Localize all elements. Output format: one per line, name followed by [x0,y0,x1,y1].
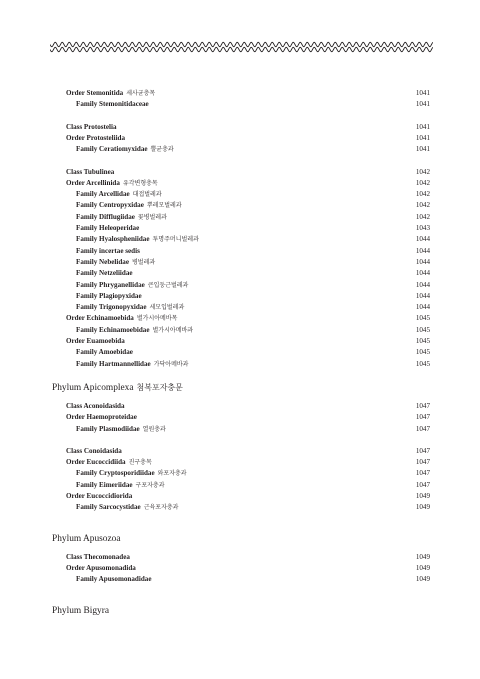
entry-latin-name: Class Aconoidasida [66,401,125,410]
entry-page-number: 1047 [415,413,430,422]
entry-korean-name: 투명주머니벌레과 [152,236,199,244]
toc-entry-order[interactable] [0,178,480,189]
entry-page-number: 1044 [415,291,430,300]
entry-name [76,280,188,291]
entry-name [66,446,122,457]
entry-name [76,200,182,211]
entry-name [66,491,132,502]
entry-name [76,246,140,257]
entry-name [76,302,184,313]
entry-name [66,412,137,423]
entry-page-number: 1045 [415,314,430,323]
phylum-heading[interactable] [52,532,121,546]
entry-latin-name: Family incertae sedis [76,246,140,255]
toc-entry-family[interactable] [0,574,480,585]
entry-korean-name: 근육포자충과 [143,504,179,512]
entry-page-number: 1047 [415,458,430,467]
entry-name [76,268,133,279]
entry-name [66,563,136,574]
toc-entry-order[interactable] [0,336,480,347]
toc-entry-family[interactable] [0,359,480,370]
entry-latin-name: Class Conoidasida [66,446,122,455]
entry-korean-name: 유각변형충목 [122,179,158,187]
toc-entry-family[interactable] [0,268,480,279]
entry-latin-name: Family Heleoperidae [76,224,140,232]
entry-latin-name: Family Nebelidae [76,257,129,266]
toc-entry-family[interactable] [0,223,480,234]
toc-entry-class[interactable] [0,552,480,563]
entry-name [66,167,114,178]
entry-name [76,468,187,479]
entry-page-number: 1041 [415,122,430,131]
entry-page-number: 1047 [415,469,430,478]
toc-entry-family[interactable] [0,212,480,223]
toc-entry-family[interactable] [0,246,480,257]
entry-name [66,133,125,144]
entry-page-number: 1049 [415,503,430,512]
entry-page-number: 1047 [415,424,430,433]
entry-page-number: 1041 [415,100,430,109]
toc-entry-class[interactable] [0,401,480,412]
entry-page-number: 1043 [415,224,430,232]
entry-latin-name: Order Eucoccidiida [66,458,126,467]
entry-latin-name: Order Arcellinida [66,178,120,187]
entry-page-number: 1049 [415,575,430,584]
entry-korean-name: 열원충과 [142,425,166,433]
entry-name [76,99,149,110]
toc-entry-family[interactable] [0,257,480,268]
entry-name [66,336,125,347]
phylum-latin-name: Phylum Bigyra [52,605,110,616]
entry-page-number: 1042 [415,201,430,210]
entry-latin-name: Order Haemoproteidae [66,413,137,422]
entry-name [66,88,155,99]
entry-latin-name: Family Plasmodiidae [76,424,140,433]
entry-latin-name: Class Thecomonadea [66,552,130,561]
entry-latin-name: Family Netzeliidae [76,269,133,278]
entry-latin-name: Family Stemonitidaceae [76,100,149,109]
entry-page-number: 1041 [415,145,430,154]
entry-name [76,291,142,302]
toc-entry-family[interactable] [0,291,480,302]
toc-entry-class[interactable] [0,446,480,457]
entry-korean-name: 세모입벌레과 [149,304,185,312]
toc-entry-family[interactable] [0,99,480,110]
toc-entry-family[interactable] [0,280,480,291]
entry-name [76,234,199,245]
entry-page-number: 1049 [415,492,430,500]
toc-entry-family[interactable] [0,424,480,435]
entry-korean-name: 별가시아메바목 [136,315,178,323]
entry-korean-name: 뿌레모벌레과 [146,202,182,210]
entry-korean-name: 큰입둥근벌레과 [147,281,189,289]
phylum-korean-name: 첨복포자충문 [136,382,183,392]
entry-korean-name: 세사균충목 [126,90,156,97]
entry-latin-name: Family Cryptosporidiidae [76,469,155,478]
entry-name [66,122,117,133]
phylum-latin-name: Phylum Apusozoa [52,533,121,544]
entry-page-number: 1045 [415,337,430,345]
toc-entry-order[interactable] [0,457,480,468]
entry-latin-name: Order Eucoccidiorida [66,492,133,500]
entry-latin-name: Family Difflugiidae [76,212,135,221]
entry-name [66,457,152,468]
toc-entry-family[interactable] [0,480,480,491]
toc-entry-family[interactable] [0,502,480,513]
toc-entry-family[interactable] [0,302,480,313]
entry-latin-name: Family Amoebidae [76,348,133,357]
entry-name [76,325,193,336]
entry-latin-name: Family Trigonopyxidae [76,303,147,312]
toc-entry-order[interactable] [0,133,480,144]
entry-page-number: 1042 [415,167,430,176]
entry-name [76,359,188,370]
entry-name [76,257,155,268]
entry-name [66,401,125,412]
entry-page-number: 1045 [415,348,430,357]
entry-latin-name: Family Plagiopyxidae [76,291,142,300]
phylum-latin-name: Phylum Apicomplexa [52,382,134,393]
entry-latin-name: Family Centropyxidae [76,201,144,210]
entry-page-number: 1042 [415,212,430,221]
entry-page-number: 1044 [415,269,430,278]
entry-name [76,424,166,435]
entry-korean-name: 가닥아메바과 [153,360,189,368]
entry-page-number: 1044 [415,257,430,266]
entry-name [76,480,165,491]
toc-entry-family[interactable] [0,468,480,479]
entry-latin-name: Family Apusomonadidae [76,575,152,584]
entry-latin-name: Family Phryganellidae [76,280,145,289]
toc-entry-family[interactable] [0,325,480,336]
entry-latin-name: Class Protostelia [66,122,117,131]
entry-name [76,212,167,223]
entry-name [76,574,152,585]
entry-latin-name: Order Stemonitida [66,89,124,97]
entry-korean-name: 대접벌레과 [132,191,162,199]
entry-name [66,552,130,563]
phylum-heading[interactable] [52,381,183,395]
entry-page-number: 1044 [415,303,430,312]
toc-entry-order[interactable] [0,88,480,99]
toc-entry-family[interactable] [0,200,480,211]
entry-name [76,223,139,234]
entry-page-number: 1047 [415,446,430,455]
entry-korean-name: 진구충목 [128,459,152,467]
entry-page-number: 1049 [415,563,430,572]
entry-korean-name: 병벌레과 [132,258,156,266]
entry-latin-name: Family Hyalospheniidae [76,235,150,244]
entry-latin-name: Family Arcellidae [76,190,130,199]
entry-name [76,347,133,358]
entry-korean-name: 뿔균충과 [150,146,174,154]
entry-latin-name: Family Echinamoebidae [76,325,150,334]
toc-entry-order[interactable] [0,563,480,574]
entry-latin-name: Order Apusomonadida [66,563,136,572]
entry-korean-name: 구포자충과 [135,481,165,489]
entry-latin-name: Family Hartmannellidae [76,359,151,368]
toc-entry-order[interactable] [0,412,480,423]
entry-page-number: 1045 [415,359,430,368]
entry-page-number: 1045 [415,325,430,334]
entry-page-number: 1041 [415,133,430,142]
entry-page-number: 1044 [415,235,430,244]
entry-name [76,144,174,155]
toc-entry-class[interactable] [0,122,480,133]
entry-page-number: 1042 [415,190,430,199]
entry-latin-name: Order Protosteliida [66,133,126,142]
entry-page-number: 1047 [415,480,430,489]
entry-page-number: 1041 [415,89,430,97]
toc-entry-order[interactable] [0,491,480,502]
entry-page-number: 1049 [415,552,430,561]
entry-page-number: 1042 [415,178,430,187]
toc-entry-family[interactable] [0,347,480,358]
entry-latin-name: Order Euamoebida [66,337,125,345]
phylum-heading[interactable] [52,604,109,618]
toc-entry-order[interactable] [0,313,480,324]
entry-page-number: 1044 [415,280,430,289]
entry-name [76,189,162,200]
entry-latin-name: Family Sarcocystidae [76,503,141,512]
toc-entry-class[interactable] [0,167,480,178]
entry-latin-name: Order Echinamoebida [66,314,134,323]
toc-entry-family[interactable] [0,234,480,245]
entry-latin-name: Family Ceratiomyxidae [76,145,148,154]
toc-entry-family[interactable] [0,189,480,200]
entry-page-number: 1044 [415,246,430,255]
entry-latin-name: Class Tubulinea [66,167,115,176]
entry-korean-name: 꽃병벌레과 [137,213,167,221]
entry-page-number: 1047 [415,401,430,410]
entry-korean-name: 별가시아메바과 [152,326,194,334]
entry-latin-name: Family Eimeriidae [76,480,133,489]
toc-entry-family[interactable] [0,144,480,155]
entry-name [66,313,177,324]
entry-name [66,178,158,189]
entry-name [76,502,178,513]
entry-korean-name: 와포자충과 [157,470,187,478]
